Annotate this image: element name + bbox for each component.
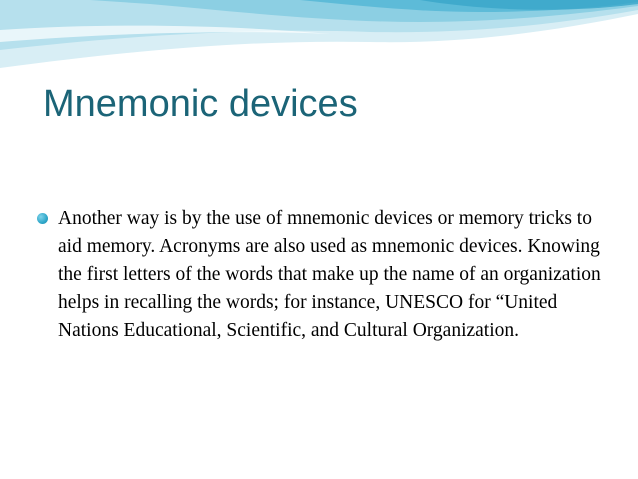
bullet-item	[36, 205, 604, 345]
bullet-circle-icon	[37, 213, 48, 224]
wave-header-decoration	[0, 0, 638, 80]
slide-title: Mnemonic devices	[43, 83, 358, 125]
bullet-text: Another way is by the use of mnemonic devices or memory tricks to aid memory. Acronyms are also used as mnemonic devices. Knowing the first letters of the words that make up the name of an organization helps in recalling the words; for instance, UNESCO for “United Nations Educational, Scientific, and Cultural Organization.	[58, 208, 601, 341]
bullet-list	[36, 205, 604, 345]
